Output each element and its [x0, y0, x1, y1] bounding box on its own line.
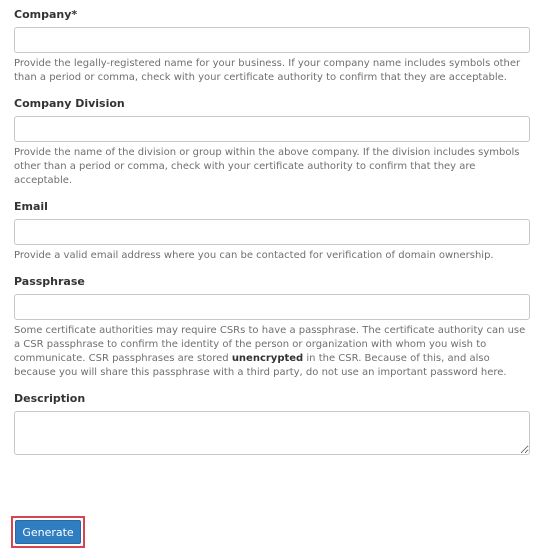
company-division-help-text: Provide the name of the division or group within the above company. If the division includes symbols other than a period or comma, check with your certificate authority to confirm that they are acceptable.: [14, 147, 520, 186]
company-field-group: [14, 8, 530, 85]
passphrase-help-unencrypted: unencrypted: [231, 353, 304, 364]
company-help-text: Provide the legally-registered name for your business. If your company name includes symbols other than a period or comma, check with your certificate authority to confirm that they are acceptable.: [14, 58, 521, 83]
email-input[interactable]: [14, 219, 530, 245]
passphrase-label: Passphrase: [14, 275, 85, 288]
company-division-label: Company Division: [14, 97, 125, 110]
description-textarea[interactable]: [14, 411, 530, 455]
passphrase-field-group: [14, 275, 530, 380]
company-input[interactable]: [14, 27, 530, 53]
passphrase-help-part-1: Some certificate authorities may require CSRs to have a passphrase. The certificate authority can use a CSR passphrase to confirm the identity of the person or organization with whom you wish to communicate. CSR passphrases are stored: [14, 325, 526, 364]
email-help-text: Provide a valid email address where you can be contacted for verification of domain ownership.: [14, 250, 494, 261]
generate-button-highlight: [11, 516, 85, 548]
csr-form: [14, 8, 530, 467]
email-field-group: [14, 200, 530, 263]
company-label: Company*: [14, 8, 78, 21]
description-label: Description: [14, 392, 86, 405]
passphrase-input[interactable]: [14, 294, 530, 320]
generate-button[interactable]: Generate: [15, 520, 81, 544]
email-label: Email: [14, 200, 48, 213]
passphrase-help-text: [14, 324, 530, 380]
passphrase-help-part-2: in the CSR. Because of this, and also because you will share this passphrase with a third party, do not use an important password here.: [14, 353, 507, 378]
company-division-field-group: [14, 97, 530, 188]
company-division-input[interactable]: [14, 116, 530, 142]
description-field-group: [14, 392, 530, 455]
